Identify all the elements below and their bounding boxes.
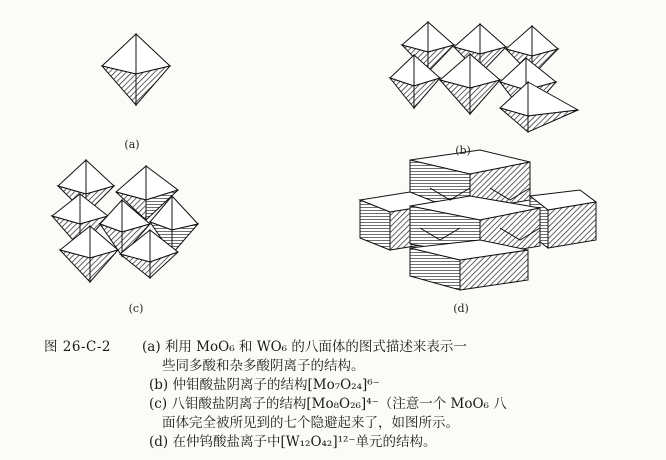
caption-line-4 <box>44 395 654 414</box>
octahedron-a <box>102 34 170 105</box>
caption-line-5 <box>44 414 654 433</box>
octahedra-cluster-c <box>52 160 198 282</box>
panel-label-d: (d) <box>453 302 469 315</box>
caption-text-b: 仲钼酸盐阴离子的结构[Mo₇O₂₄]⁶⁻ <box>172 377 380 393</box>
panel-label-c: (c) <box>128 302 144 315</box>
caption-text-a-cont: 些同多酸和杂多酸阴离子的结构。 <box>162 358 365 374</box>
figure-caption <box>44 338 654 452</box>
caption-text-c-cont: 面体完全被所见到的七个隐避起来了，如图所示。 <box>162 415 459 431</box>
caption-text-d: 在仲钨酸盐离子中[W₁₂O₄₂]¹²⁻单元的结构。 <box>172 434 437 450</box>
caption-line-6 <box>44 433 654 452</box>
caption-marker-d: (d) <box>149 434 169 450</box>
caption-text-c: 八钼酸盐阴离子的结构[Mo₈O₂₆]⁴⁻（注意一个 MoO₆ 八 <box>171 396 507 412</box>
caption-marker-b: (b) <box>149 377 169 393</box>
octahedra-cluster-d <box>360 150 596 290</box>
octahedra-cluster-b <box>390 22 578 132</box>
caption-line-2 <box>44 357 654 376</box>
caption-marker-a: (a) <box>142 339 161 355</box>
panel-label-a: (a) <box>124 138 140 151</box>
caption-line-3 <box>44 376 654 395</box>
figure-number: 图 26-C-2 <box>44 339 112 355</box>
caption-text-a: 利用 MoO₆ 和 WO₆ 的八面体的图式描述来表示一 <box>164 339 467 355</box>
caption-line-1 <box>44 338 654 357</box>
caption-marker-c: (c) <box>149 396 168 412</box>
panel-label-b: (b) <box>455 144 471 157</box>
